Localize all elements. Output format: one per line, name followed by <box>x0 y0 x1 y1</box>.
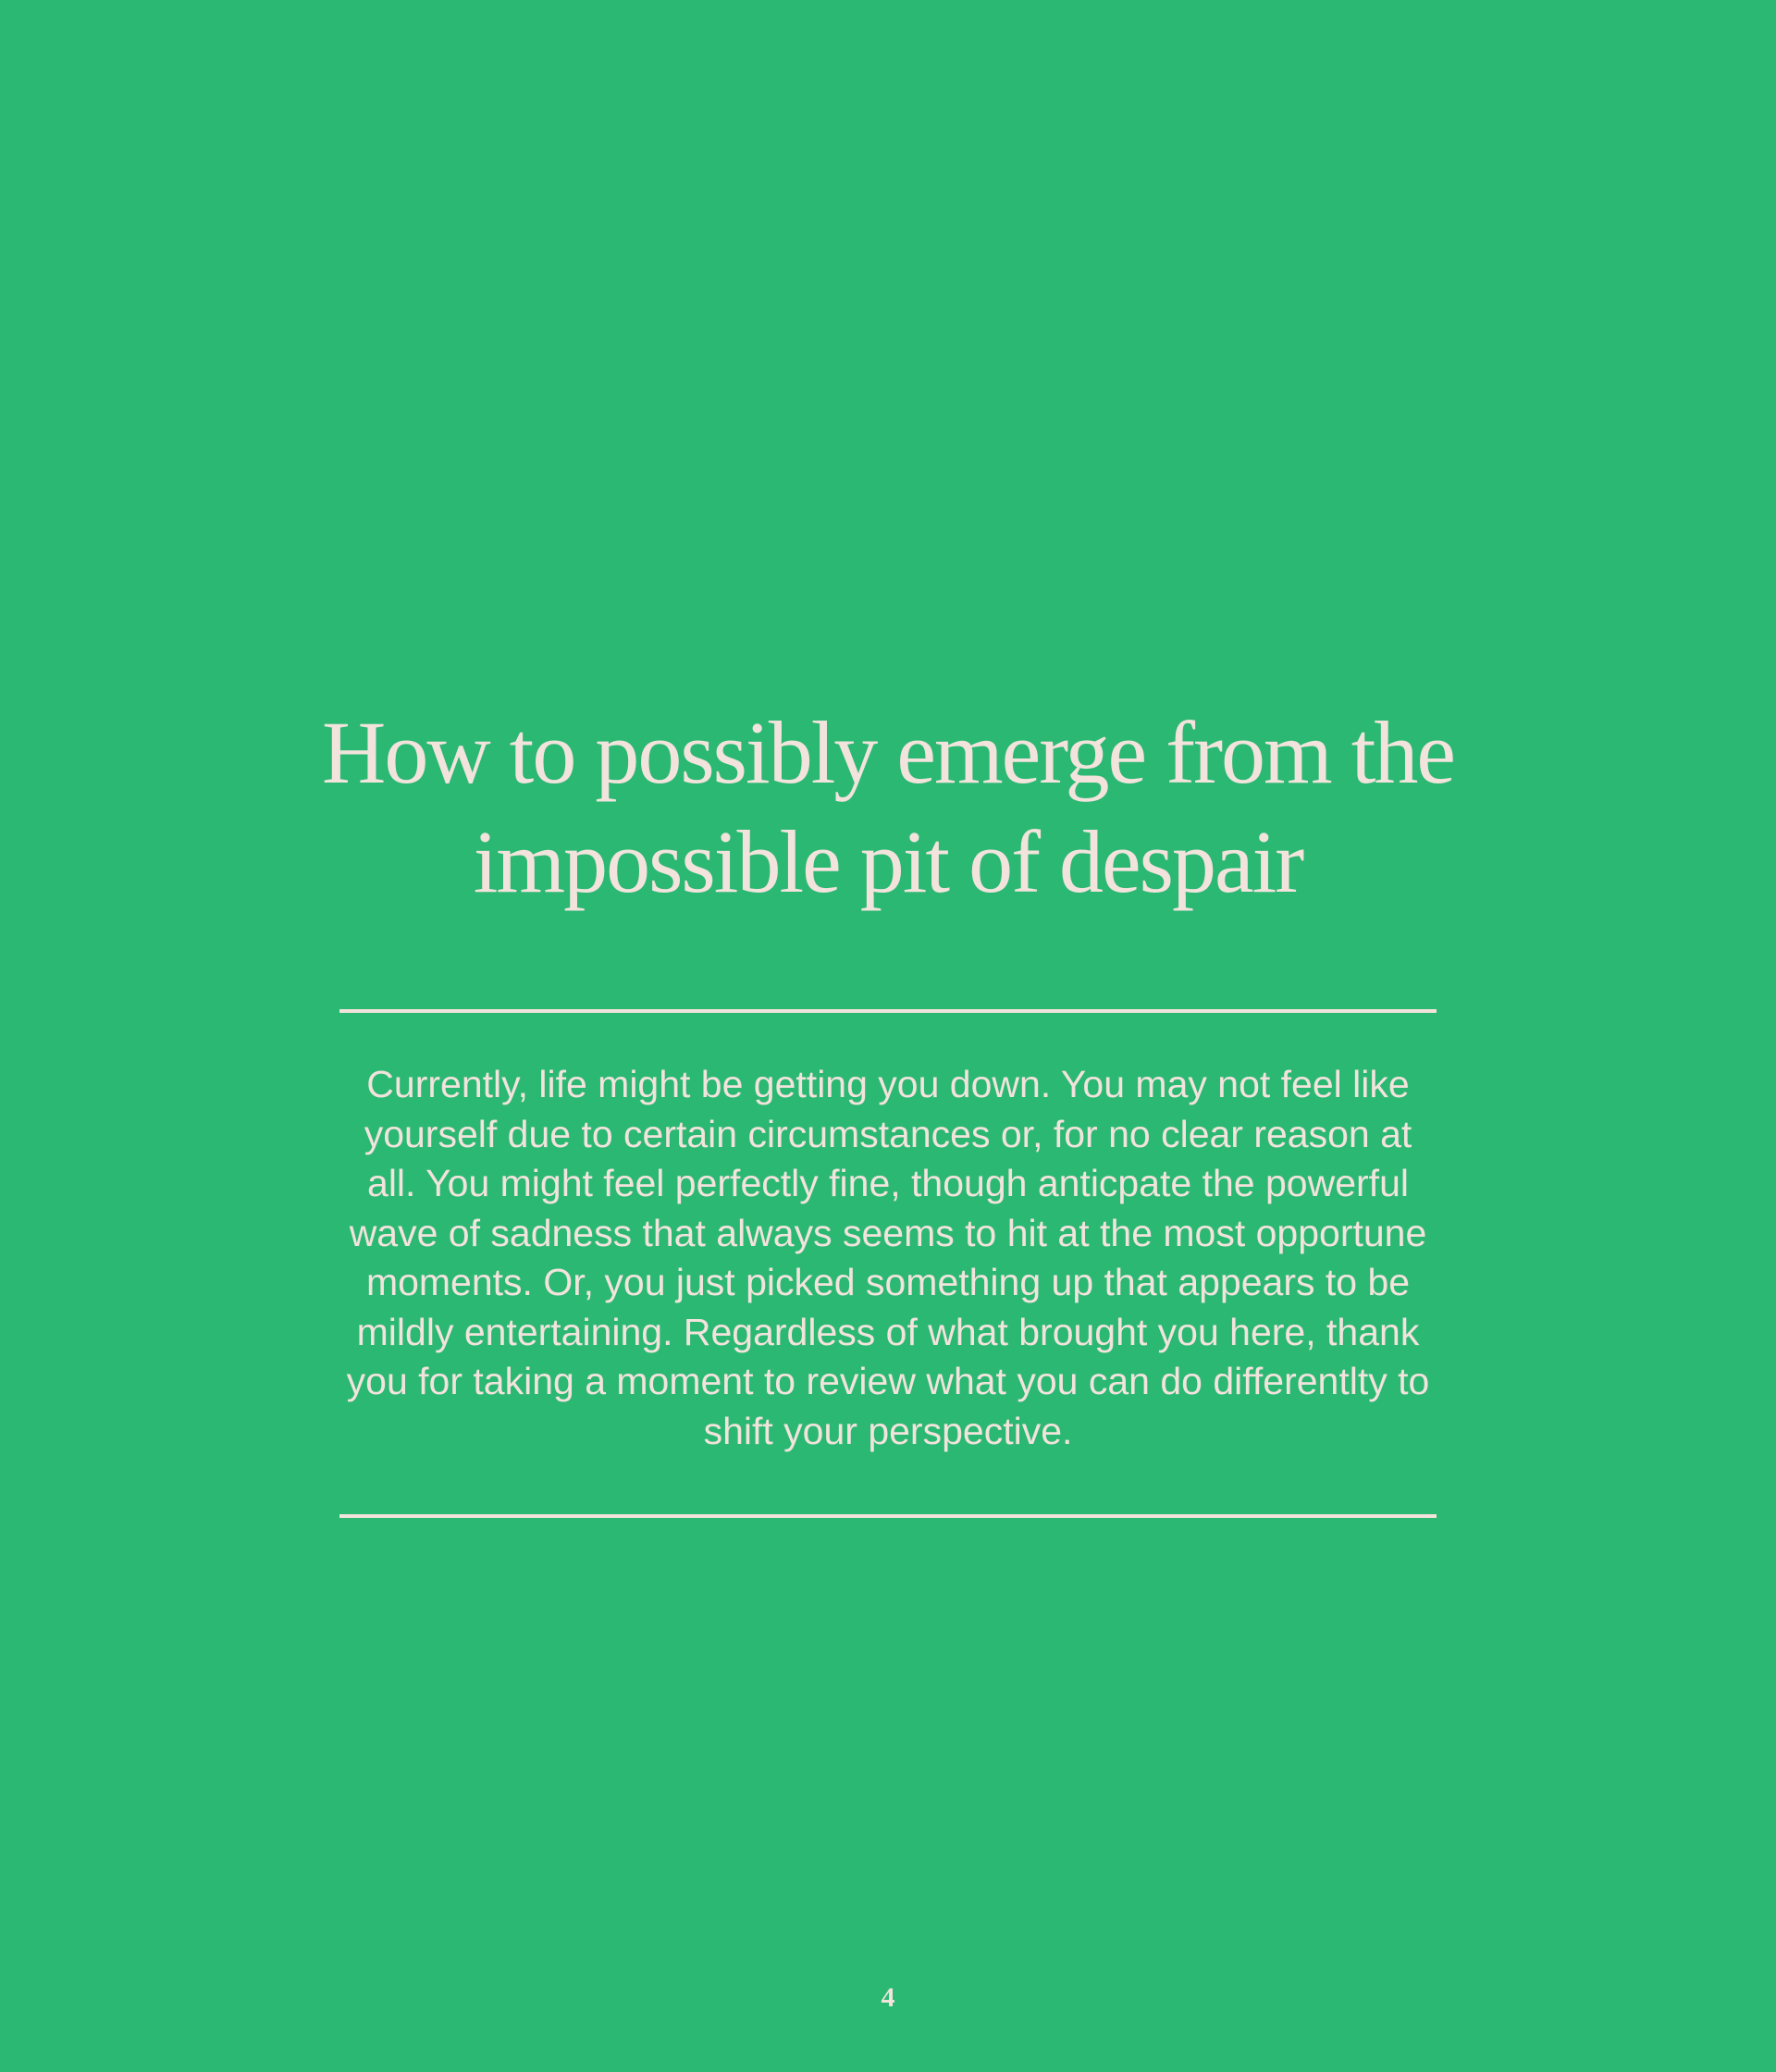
intro-paragraph: Currently, life might be getting you down. You may not feel like yourself due to certain circumstances or, for no clear reason at all. You might feel perfectly fine, though anticpate the powerful wave of sadness that always seems to hit at the most opportune moments. Or, you just picked something up that appears to be mildly entertaining. Regardless of what brought you here, thank you for taking a moment to review what you can do differentlty to shift your perspective. <box>346 1063 1430 1452</box>
page-number: 4 <box>881 1982 895 2013</box>
page-title: How to possibly emerge from the impossible pit of despair <box>321 703 1454 911</box>
bottom-divider <box>339 1514 1437 1518</box>
top-divider <box>339 1009 1437 1013</box>
